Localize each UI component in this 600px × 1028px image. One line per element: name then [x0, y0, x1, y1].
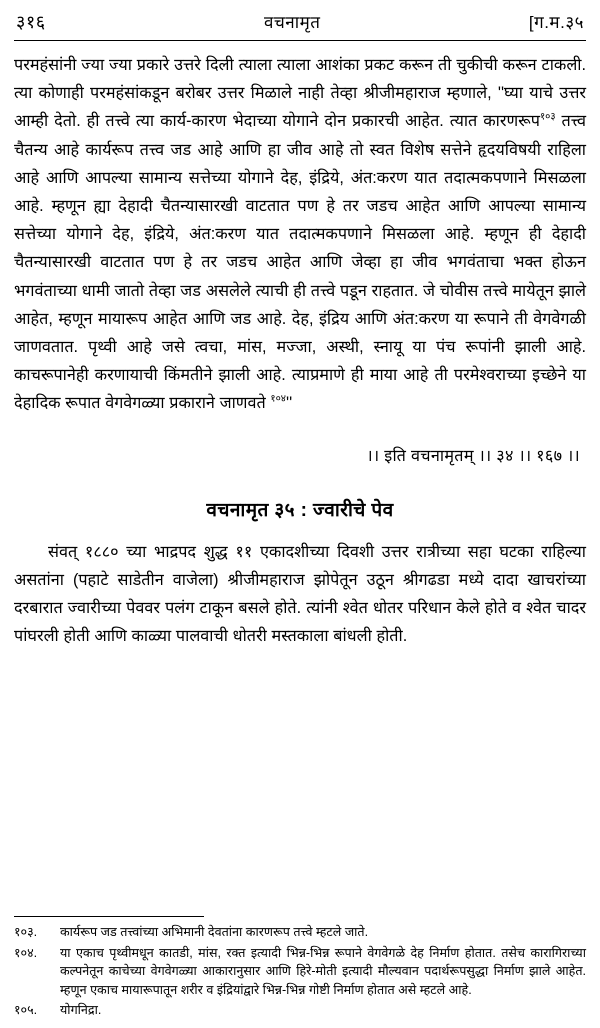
footnote-text: योगनिद्रा.: [60, 1003, 102, 1018]
section-title: वचनामृत ३५ : ज्वारीचे पेव: [206, 499, 394, 521]
body-text: [14, 51, 586, 418]
colophon: ।। इति वचनामृतम् ।। ३४ ।। १६७ ।।: [366, 446, 580, 465]
book-title: वचनामृत: [264, 13, 321, 32]
footnote-text: या एकाच पृथ्वीमधून कातडी, मांस, रक्त इत्यादी भिन्न-भिन्न रूपाने वेगवेगळे देह निर्माण होतात. तसेच कारागिराच्या कल्पनेतून काचेच्या वेगवेगळ्या आकारानुसार आणि हिरे-मोती इत्यादी मौल्यवान पदार्थरूपसुद्धा निर्माण झाले आहेत. म्हणून एकाच मायारूपातून शरीर व इंद्रियांद्वारे भिन्न-भिन्न गोष्टी निर्माण होतात असे म्हटले आहे.: [60, 945, 586, 997]
footnote-item: [14, 944, 586, 1000]
main-paragraph: [14, 51, 586, 418]
header-divider: [14, 40, 586, 41]
footnote-text: कार्यरूप जड तत्त्वांच्या अभिमानी देवतांना कारणरूप तत्त्वे म्हटले जाते.: [60, 925, 369, 940]
section-body: [14, 538, 586, 651]
chapter-reference: [ग.म.३५: [528, 13, 584, 32]
footnote-marker-104[interactable]: १०४: [270, 394, 287, 406]
page-header: [14, 10, 586, 38]
footnote-marker-103[interactable]: १०३: [539, 112, 556, 124]
footnote-divider: [14, 916, 204, 917]
paragraph-part-2: तत्त्व चैतन्य आहे कार्यरूप तत्त्व जड आहे आणि हा जीव आहे तो स्वत विशेष सत्तेने हृदयविषयी राहिला आहे आणि आपल्या सामान्य सत्तेच्या योगाने देह, इंद्रिये, अंत:करण यात तदात्मकपणाने मिसळला आहे. म्हणून ह्या देहादी चैतन्यासारखी वाटतात पण हे तर जडच आहेत आणि आपल्या सामान्य सत्तेच्या योगाने देह, इंद्रिये, अंत:करण यात तदात्मकपणाने मिसळला आहे. म्हणून ही देहादी चैतन्यासारखी वाटतात पण हे तर जडच आहेत आणि जेव्हा हा जीव भगवंताचा भक्त होऊन भगवंताच्या धामी जातो तेव्हा जड असलेले त्याची ही तत्त्वे पडून राहतात. जे चोवीस तत्त्वे मायेतून झाले आहेत, म्हणून मायारूप आहेत आणि जड आहे. देह, इंद्रिय आणि अंत:करण या रूपाने ती वेगवेगळी जाणवतात. पृथ्वी आहे जसे त्वचा, मांस, मज्जा, अस्थी, स्नायू या पंच रूपांनी झाली आहे. काचरूपानेही करणायाची किंमतीने झाली आहे. त्याप्रमाणे ही माया आहे ती परमेश्वराच्या इच्छेने या देहादिक रूपात वेगवेगळ्या प्रकाराने जाणवते: [14, 112, 586, 413]
footnote-number: १०३.: [14, 925, 38, 940]
section-paragraph: संवत् १८८० च्या भाद्रपद शुद्ध ११ एकादशीच्या दिवशी उत्तर रात्रीच्या सहा घटका राहिल्या असतांना (पहाटे साडेतीन वाजेला) श्रीजीमहाराज झोपेतून उठून श्रीगढडा मध्ये दादा खाचरांच्या दरबारात ज्वारीच्या पेववर पलंग टाकून बसले होते. त्यांनी श्वेत धोतर परिधान केले होते व श्वेत चादर पांघरली होती आणि काळ्या पालवाची धोतरी मस्तकाला बांधली होती.: [14, 542, 586, 646]
footnote-area: [14, 916, 586, 1022]
footnote-item: [14, 1001, 586, 1020]
page-number: ३१६: [16, 12, 46, 32]
paragraph-part-3: '': [286, 394, 293, 413]
footnote-item: [14, 923, 586, 942]
paragraph-part-1: परमहंसांनी ज्या ज्या प्रकारे उत्तरे दिली त्याला त्याला आशंका प्रकट करून ती चुकीची करून टाकली. त्या कोणाही परमहंसांकडून बरोबर उत्तर मिळाले नाही तेव्हा श्रीजीमहाराज म्हणाले, ''घ्या याचे उत्तर आम्ही देतो. ही तत्त्वे त्या कार्य-कारण भेदाच्या योगाने दोन प्रकारची आहेत. त्यात कारणरूप: [14, 56, 586, 131]
footnote-number: १०५.: [14, 1003, 38, 1018]
footnote-number: १०४.: [14, 945, 38, 960]
